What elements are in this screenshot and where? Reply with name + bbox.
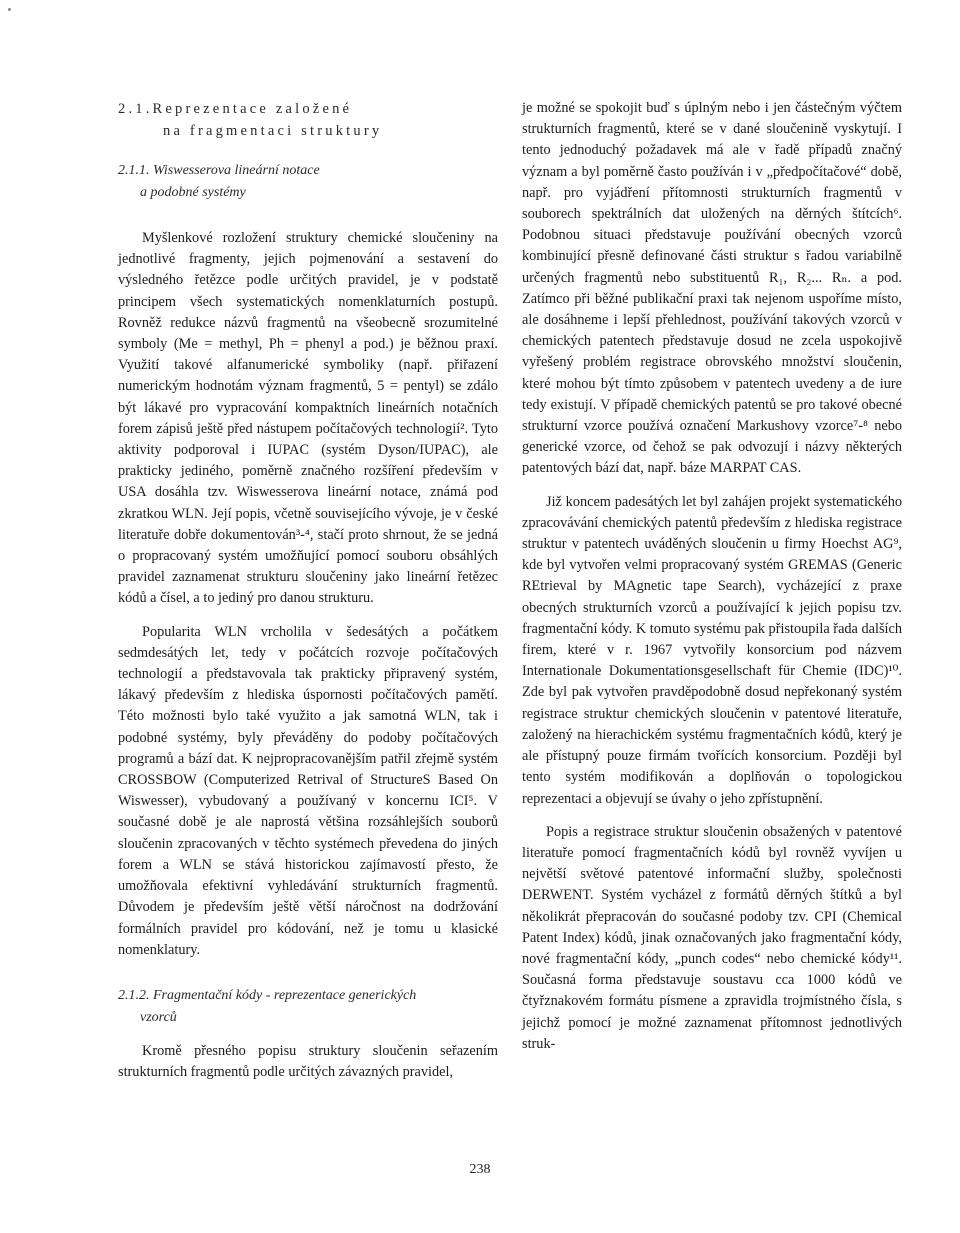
body-paragraph: Popis a registrace struktur sloučenin obsažených v patentové literatuře pomocí fragmentačních kódů byl rovněž vyvíjen u největší světové patentové informační služby, společnosti DERWENT. Systém vycházel z formátů děrných štítků a byl několikrát přepracován do současné podoby tzv. CPI (Chemical Patent Index) kódů, jinak označovaných jako fragmentační kódy, nové fragmentační kódy, „punch codes“ nebo chemické kódy¹¹. Současná forma představuje soustavu cca 1000 kódů ve čtyřznakovém formátu písmene a zpravidla trojmístného čísla, s jejichž pomocí je možné zaznamenat přítomnost jednotlivých struk-: [522, 823, 902, 1052]
right-column: [522, 98, 902, 1055]
left-column: [118, 98, 498, 1083]
body-paragraph: Myšlenkové rozložení struktury chemické sloučeniny na jednotlivé fragmenty, jejich pojmenování a sestavení do výsledného řetězce podle určitých pravidel, je v podstatě principem všech systematických nomenklaturních postupů. Rovněž redukce názvů fragmentů na všeobecně srozumitelné symboly (Me = methyl, Ph = phenyl a pod.) je běžnou praxí. Využití takové alfanumerické symboliky (např. přiřazení numerickým hodnotám význam fragmentů, 5 = pentyl) se zdálo být lákavé pro vypracování kompaktních lineárních notačních forem zápisů ještě před nástupem počítačových technologií². Tyto aktivity podporoval i IUPAC (systém Dyson/IUPAC), ale prakticky jediného, poměrně značného rozšíření především v USA dosáhla tzv. Wiswesserova lineární notace, známá pod zkratkou WLN. Její popis, včetně souvisejícího vývoje, je v české literatuře dobře dokumentován³-⁴, stačí proto shrnout, že se jedná o propracovaný systém umožňující pomocí souboru obsáhlých pravidel zaznamenat strukturu sloučeniny jako lineární řetězec kódů a čísel, a to jediný pro danou strukturu.: [118, 230, 498, 607]
subsection-heading: [118, 160, 498, 204]
section-heading: [118, 98, 498, 142]
section-heading-line1: 2.1.Reprezentace založené: [118, 101, 353, 117]
body-paragraph: Kromě přesného popisu struktury sloučenin seřazením strukturních fragmentů podle určitých závazných pravidel,: [118, 1042, 498, 1081]
subsection-heading-2-line2: vzorců: [140, 1009, 177, 1025]
subsection-heading-line1: 2.1.1. Wiswesserova lineární notace: [118, 163, 320, 178]
page-number: 238: [469, 1162, 491, 1177]
subsection-heading-2-line1: 2.1.2. Fragmentační kódy - reprezentace generických: [118, 987, 417, 1003]
body-paragraph: Již koncem padesátých let byl zahájen projekt systematického zpracovávání chemických patentů především z hlediska registrace struktur v patentech uváděných sloučenin u firmy Hoechst AG⁹, kde byl vytvořen velmi propracovaný systém GREMAS (Generic REtrieval by MAgnetic tape Search), vycházející z praxe obecných strukturních vzorců a používající k jejich popisu tzv. fragmentační kódy. K tomuto systému pak přistoupila řada dalších firem, které v r. 1967 vytvořily konsorcium pod názvem Internationale Dokumentationsgesellschaft für Chemie (IDC)¹⁰. Zde byl pak vytvořen pravděpodobně dosud nepřekonaný systém registrace struktur chemických sloučenin v patentové literatuře, založený na hierachickém systému fragmentačních kódů, který je ale přístupný pouze firmám tvořících konsorcium. Později byl tento systém modifikován a doplňován o topologickou reprezentaci a objevují se úvahy o jeho zpřístupnění.: [522, 493, 902, 807]
subsection-heading-line2: a podobné systémy: [140, 185, 246, 200]
scan-mark: [8, 8, 11, 11]
section-heading-line2: na fragmentaci struktury: [163, 123, 383, 139]
body-paragraph: je možné se spokojit buď s úplným nebo i jen částečným výčtem strukturních fragmentů, které se v dané sloučenině vyskytují. I tento jednoduchý požadavek má ale v řadě případů značný význam a byl poměrně často používán i v „předpočítačové“ době, např. pro vyjádření přítomnosti strukturních fragmentů v souborech spektrálních dat uložených na děrných štítcích⁶. Podobnou situaci představuje používání obecných vzorců kombinující přesně definované části struktur s řadou variabilně určených fragmentů nebo substituentů R₁, R₂... Rₙ. a pod. Zatímco při běžné publikační praxi tak nejenom uspoříme místo, ale dosáhneme i lepší přehlednost, používání takových vzorců v chemických patentech představuje dosud ne zcela uspokojivě vyřešený problém registrace obrovského množství sloučenin, které mohou být tímto způsobem v patentech uvedeny a de iure tedy existují. V případě chemických patentů se pro takové obecné strukturní vzorce používá označení Markushovy vzorce⁷-⁸ nebo generické vzorce, od čehož se pak odvozují i názvy některých patentových bází dat, např. báze MARPAT CAS.: [522, 100, 902, 477]
subsection-heading-2: [118, 985, 498, 1029]
body-paragraph: Popularita WLN vrcholila v šedesátých a počátkem sedmdesátých let, tedy v počátcích rozvoje počítačových technologií a představovala tak prakticky připravený systém, lákavý především z hlediska úspornosti počítačových pamětí. Této možnosti bylo také využito a jak samotná WLN, tak i podobné systémy, byly převáděny do podoby počítačových programů a bází dat. K nejpropracovanějším patřil zřejmě systém CROSSBOW (Computerized Retrival of StructureS Based On Wiswesser), vybudovaný a používaný v koncernu ICI⁵. V současné době je ale naprostá většina rozsáhlejších souborů sloučenin zpracovaných v těchto systémech převedena do jiných forem a WLN se stává historickou zajímavostí přesto, že umožňovala efektivní vyhledávání strukturních fragmentů. Důvodem je především ještě větší náročnost na dodržování formálních pravidel pro kódování, než je tomu u klasické nomenklatury.: [118, 623, 498, 958]
